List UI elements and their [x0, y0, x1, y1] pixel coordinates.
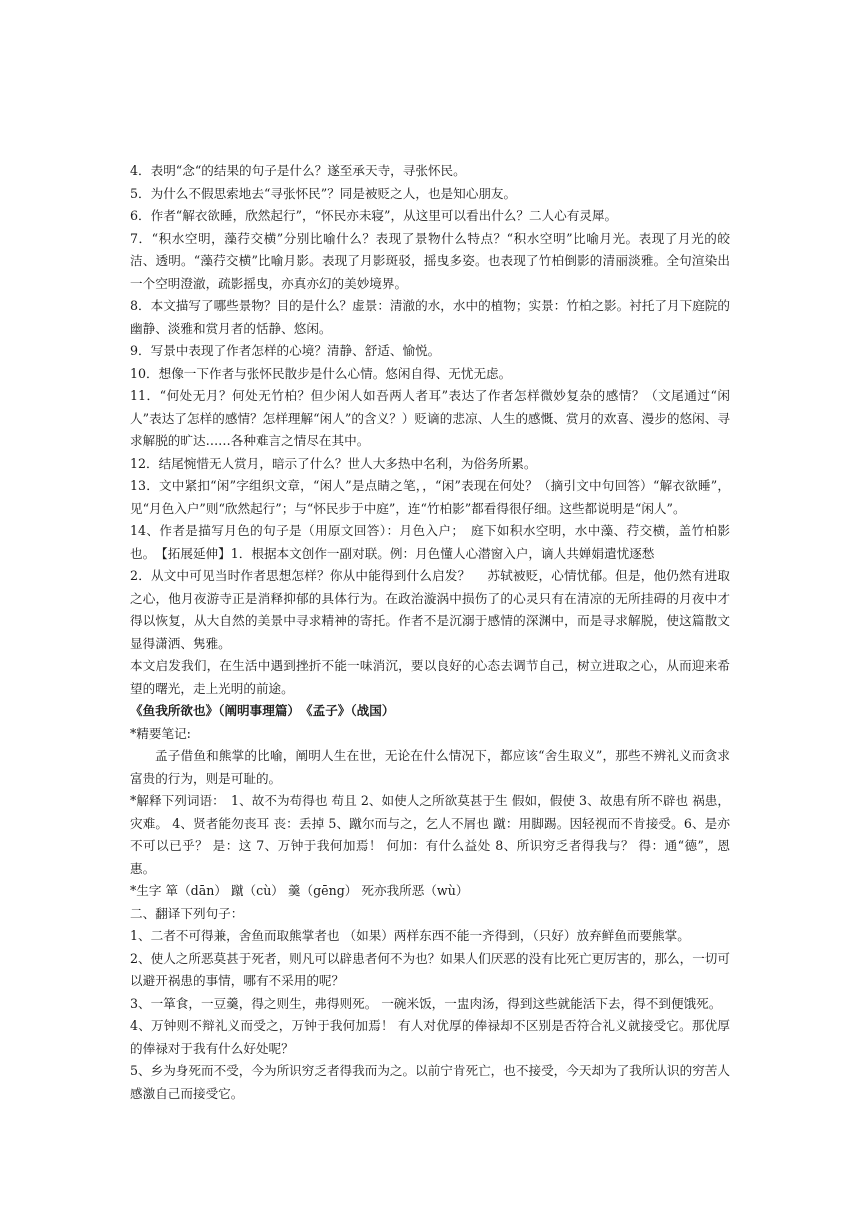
- line-q4: 4．表明“念“的结果的句子是什么？遂至承天寺，寻张怀民。: [130, 163, 466, 178]
- line-q12: 12．结尾惋惜无人赏月，暗示了什么？世人大多热中名利，为俗务所累。: [130, 455, 537, 471]
- translate-heading: 二、翻译下列句子：: [130, 905, 244, 921]
- line-extension-2: 2．从文中可见当时作者思想怎样？你从中能得到什么启发？ 苏轼被贬，心情忧郁。但是，他仍然有进取之心，他月夜游寺正是消释抑郁的具体行为。在政治漩涡中损伤了的心灵只有在清凉的无所挂碍的月夜中才得以恢复，从大自然的美景中寻求精神的寄托。作者不是沉溺于感情的深渊中，而是寻求解脱，使这篇散文显得潇洒、隽雅。: [130, 568, 730, 651]
- line-q7: 7．“积水空明，藻荇交横”分别比喻什么？表现了景物什么特点？“积水空明”比喻月光。表现了月光的皎洁、透明。“藻荇交横”比喻月影。表现了月影斑驳，摇曳多姿。也表现了竹柏倒影的清丽淡雅。全句渲染出一个空明澄澈，疏影摇曳，亦真亦幻的美妙境界。: [130, 230, 730, 291]
- translate-item-2: 2、使人之所恶莫甚于死者，则凡可以辟患者何不为也？如果人们厌恶的没有比死亡更厉害的，那么，一切可以避开祸患的事情，哪有不采用的呢？: [130, 950, 730, 988]
- line-q14: 14、作者是描写月色的句子是（用原文回答）：月色入户； 庭下如积水空明，水中藻、荇交横，盖竹柏影也。 【拓展延伸】1．根据本文创作一副对联。例：月色懂人心潜窗入户，谪人共婵娟遣忧逐愁: [130, 523, 730, 561]
- line-q8: 8．本文描写了哪些景物？目的是什么？虚景：清澈的水，水中的植物；实景：竹柏之影。衬托了月下庭院的幽静、淡雅和赏月者的恬静、悠闲。: [130, 298, 730, 336]
- notes-paragraph: 孟子借鱼和熊掌的比喻，阐明人生在世，无论在什么情况下，都应该“舍生取义”，那些不辨礼义而贪求富贵的行为，则是可耻的。: [130, 748, 730, 786]
- line-q13: 13．文中紧扣“闲”字组织文章，“闲人”是点睛之笔，，“闲”表现在何处？（摘引文中句回答）“解衣欲睡”，见“月色入户”则“欣然起行”；与“怀民步于中庭”，连“竹柏影”都看得很仔细。这些都说明是“闲人”。: [130, 478, 730, 516]
- document-page: [130, 160, 730, 1105]
- characters-line: *生字 箪（dān） 蹴（cù） 羹（gēng） 死亦我所恶（wù）: [130, 883, 469, 898]
- line-inspiration: 本文启发我们，在生活中遇到挫折不能一味消沉，要以良好的心态去调节自己，树立进取之心，从而迎来希望的曙光，走上光明的前途。: [130, 658, 730, 696]
- line-q10: 10．想像一下作者与张怀民散步是什么心情。悠闲自得、无忧无虑。: [130, 365, 512, 381]
- translate-item-3: 3、一箪食，一豆羹，得之则生，弗得则死。 一碗米饭，一盅肉汤，得到这些就能活下去，得不到便饿死。: [130, 995, 722, 1011]
- section-heading: 《鱼我所欲也》（阐明事理篇） 《孟子》（战国）: [130, 703, 395, 718]
- notes-label: *精要笔记:: [130, 725, 191, 741]
- line-q11: 11．“何处无月？何处无竹柏？但少闲人如吾两人者耳”表达了作者怎样微妙复杂的感情？（文尾通过“闲人”表达了怎样的感情？怎样理解“闲人”的含义？）贬谪的悲凉、人生的感慨、赏月的欢喜、漫步的悠闲、寻求解脱的旷达……各种难言之情尽在其中。: [130, 388, 730, 448]
- translate-item-5: 5、乡为身死而不受，今为所识穷乏者得我而为之。以前宁肯死亡，也不接受，今天却为了我所认识的穷苦人感激自己而接受它。: [130, 1063, 730, 1101]
- translate-item-1: 1、二者不可得兼，舍鱼而取熊掌者也 （如果）两样东西不能一齐得到，（只好）放弃鲜鱼而要熊掌。: [130, 928, 690, 943]
- vocab-paragraph: *解释下列词语： 1、故不为苟得也 苟且 2、如使人之所欲莫甚于生 假如，假使 3、故患有所不辟也 祸患，灾难。 4、贤者能勿丧耳 丧：丢掉 5、蹴尔而与之，乞人不屑也 蹴：用脚踢。因轻视而不肯接受。6、是亦不可以已乎？ 是：这 7、万钟于我何加焉！ 何加：有什么益处 8、所识穷乏者得我与？ 得：通“德”，恩惠。: [130, 793, 730, 876]
- line-q9: 9．写景中表现了作者怎样的心境？清静、舒适、愉悦。: [130, 343, 441, 358]
- line-q5: 5．为什么不假思索地去“寻张怀民”？同是被贬之人，也是知心朋友。: [130, 185, 517, 201]
- line-q6: 6．作者“解衣欲睡，欣然起行”，“怀民亦未寝”，从这里可以看出什么？二人心有灵犀。: [130, 208, 618, 223]
- translate-item-4: 4、万钟则不辩礼义而受之，万钟于我何加焉！ 有人对优厚的俸禄却不区别是否符合礼义就接受它。那优厚的俸禄对于我有什么好处呢？: [130, 1018, 730, 1056]
